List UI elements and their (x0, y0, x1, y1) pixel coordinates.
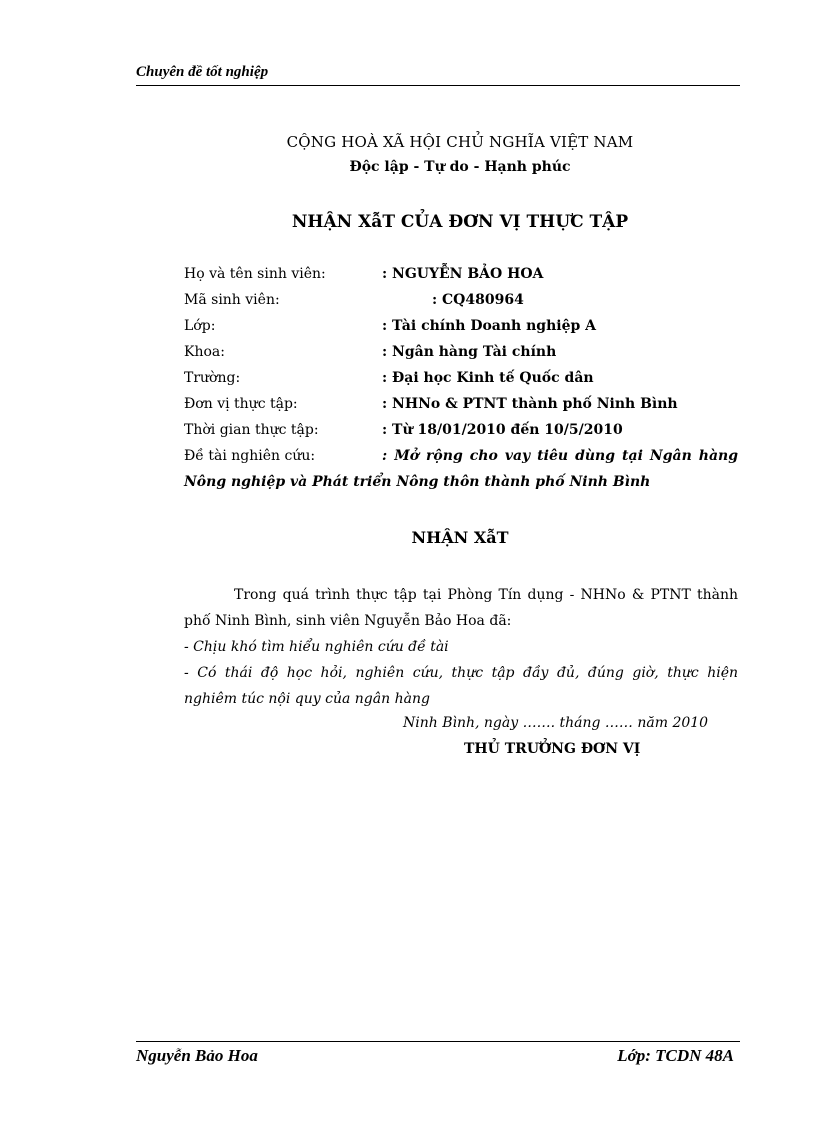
comment-para-line1: Trong quá trình thực tập tại Phòng Tín dụng - NHNo & PTNT thành (234, 587, 738, 603)
comment-bullet-1: - Chịu khó tìm hiểu nghiên cứu đề tài (184, 639, 449, 655)
topic-value-line1: : Mở rộng cho vay tiêu dùng tại Ngân hàng (382, 448, 738, 464)
info-value: : CQ480964 (432, 292, 524, 308)
header-rule (136, 85, 740, 86)
info-label: Trường: (184, 370, 241, 386)
info-label: Thời gian thực tập: (184, 422, 319, 438)
signature-title: THỦ TRƯỞNG ĐƠN VỊ (464, 741, 641, 757)
comment-bullet-2-line2: nghiêm túc nội quy của ngân hàng (184, 691, 430, 707)
info-value: : Ngân hàng Tài chính (382, 344, 557, 360)
nation-motto: Độc lập - Tự do - Hạnh phúc (349, 159, 571, 175)
footer-author: Nguyễn Bảo Hoa (136, 1046, 258, 1065)
info-value: : Đại học Kinh tế Quốc dân (382, 370, 594, 386)
document-title: NHẬN XẫT CỦA ĐƠN VỊ THỰC TẬP (291, 212, 629, 232)
info-label: Đơn vị thực tập: (184, 396, 298, 412)
info-value: : Tài chính Doanh nghiệp A (382, 318, 596, 334)
running-header: Chuyên đề tốt nghiệp (136, 64, 269, 80)
comment-para-line2: phố Ninh Bình, sinh viên Nguyễn Bảo Hoa đã: (184, 613, 512, 629)
comment-body (184, 582, 738, 712)
comment-title: NHẬN XẫT (411, 528, 509, 547)
footer-class: Lớp: TCDN 48A (617, 1046, 734, 1065)
info-label: Lớp: (184, 318, 216, 334)
info-value: : Từ 18/01/2010 đến 10/5/2010 (382, 422, 623, 438)
comment-bullet-2-line1: - Có thái độ học hỏi, nghiên cứu, thực tập đầy đủ, đúng giờ, thực hiện (184, 665, 738, 681)
info-value: : NHNo & PTNT thành phố Ninh Bình (382, 396, 678, 412)
nation-name: CỘNG HOÀ XÃ HỘI CHỦ NGHĨA VIỆT NAM (286, 133, 634, 151)
info-value: : NGUYỄN BẢO HOA (382, 266, 544, 282)
info-label: Mã sinh viên: (184, 292, 280, 308)
info-label: Họ và tên sinh viên: (184, 266, 326, 282)
footer-rule (136, 1041, 740, 1042)
info-label: Khoa: (184, 344, 225, 360)
topic-value-line2: Nông nghiệp và Phát triển Nông thôn thành phố Ninh Bình (184, 474, 651, 490)
info-label: Đề tài nghiên cứu: (184, 448, 316, 464)
signature-date: Ninh Bình, ngày ……. tháng …… năm 2010 (403, 715, 709, 731)
